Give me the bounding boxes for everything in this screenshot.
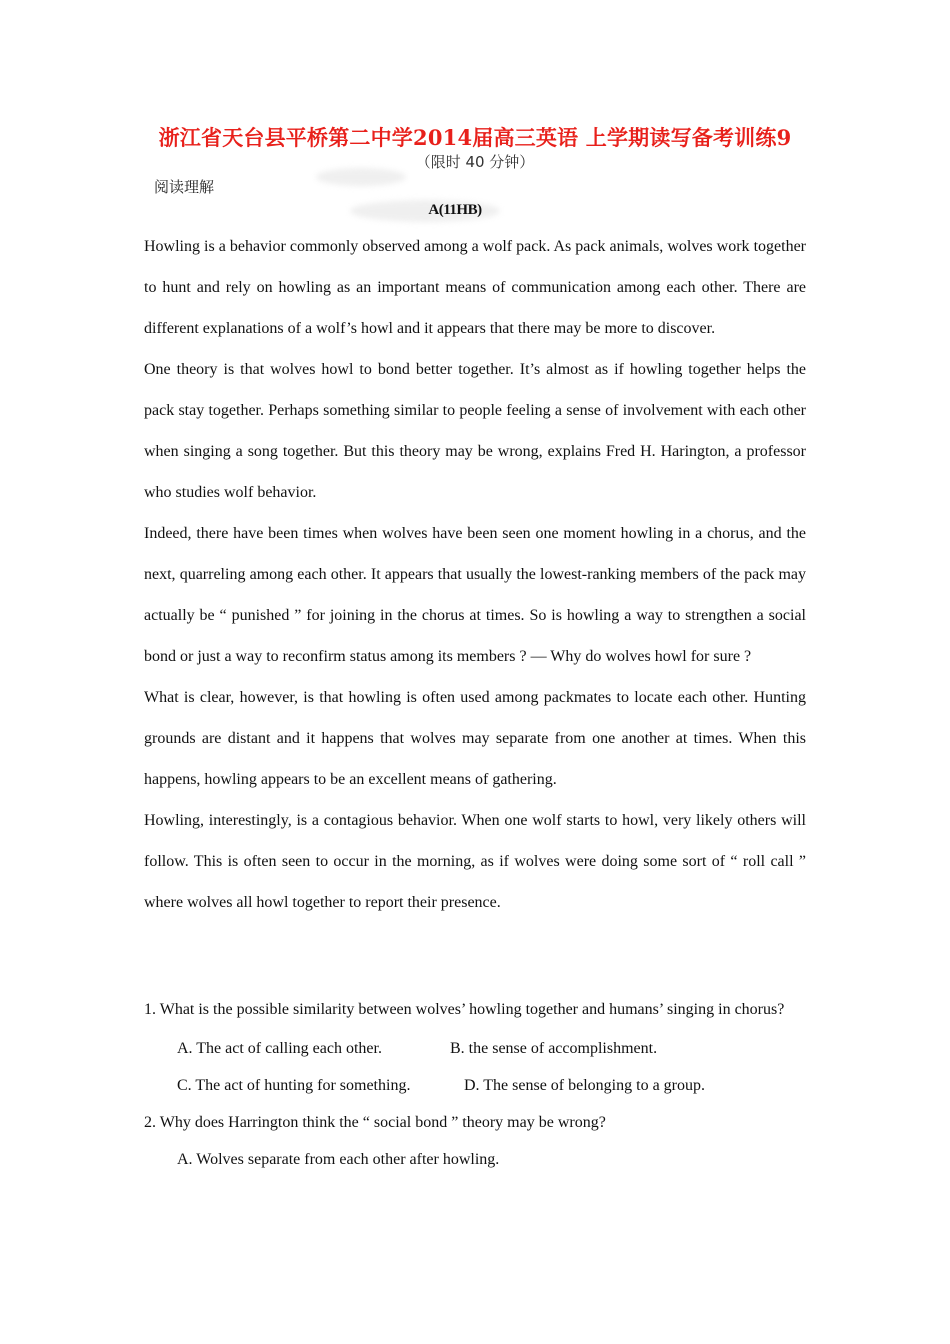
option-b: B. the sense of accomplishment.	[450, 1040, 658, 1057]
option-row	[144, 1030, 806, 1067]
option-c: C. The act of hunting for something.	[177, 1077, 411, 1094]
paragraph: Indeed, there have been times when wolves have been seen one moment howling in a chorus, and the next, quarreling among each other. It appears that usually the lowest-ranking members of the pack may actually be “ punished ” for joining in the chorus at times. So is howling a way to strengthen a social bond or just a way to reconfirm status among its members ? — Why do wolves howl for sure ?	[144, 525, 806, 665]
passage-label: A(11HB)	[428, 202, 482, 218]
question-1	[144, 989, 806, 1104]
question-stem: 2. Why does Harrington think the “ social bond ” theory may be wrong?	[144, 1114, 606, 1131]
reading-passage	[144, 226, 806, 923]
paragraph: One theory is that wolves howl to bond better together. It’s almost as if howling together helps the pack stay together. Perhaps something similar to people feeling a sense of involvement with each other when singing a song together. But this theory may be wrong, explains Fred H. Harington, a professor who studies wolf behavior.	[144, 361, 806, 501]
option-a: A. Wolves separate from each other after howling.	[177, 1151, 500, 1168]
section-heading: 阅读理解	[154, 178, 215, 196]
paragraph: Howling, interestingly, is a contagious behavior. When one wolf starts to howl, very likely others will follow. This is often seen to occur in the morning, as if wolves were doing some sort of “ roll call ” where wolves all howl together to report their presence.	[144, 812, 806, 911]
document-title: 浙江省天台县平桥第二中学2014届高三英语 上学期读写备考训练9	[158, 125, 792, 150]
time-limit: （限时 40 分钟）	[415, 153, 535, 171]
question-2	[144, 1104, 806, 1178]
option-d: D. The sense of belonging to a group.	[464, 1077, 705, 1094]
option-row	[144, 1067, 806, 1104]
option-a: A. The act of calling each other.	[177, 1040, 382, 1057]
option-row	[144, 1141, 806, 1178]
question-stem: 1. What is the possible similarity between wolves’ howling together and humans’ singing in chorus?	[144, 1001, 785, 1018]
paragraph: Howling is a behavior commonly observed among a wolf pack. As pack animals, wolves work together to hunt and rely on howling as an important means of communication among each other. There are different explanations of a wolf’s howl and it appears that there may be more to discover.	[144, 238, 806, 337]
question-list	[144, 989, 806, 1178]
paragraph: What is clear, however, is that howling is often used among packmates to locate each other. Hunting grounds are distant and it happens that wolves may separate from one another at times. When this happens, howling appears to be an excellent means of gathering.	[144, 689, 806, 788]
